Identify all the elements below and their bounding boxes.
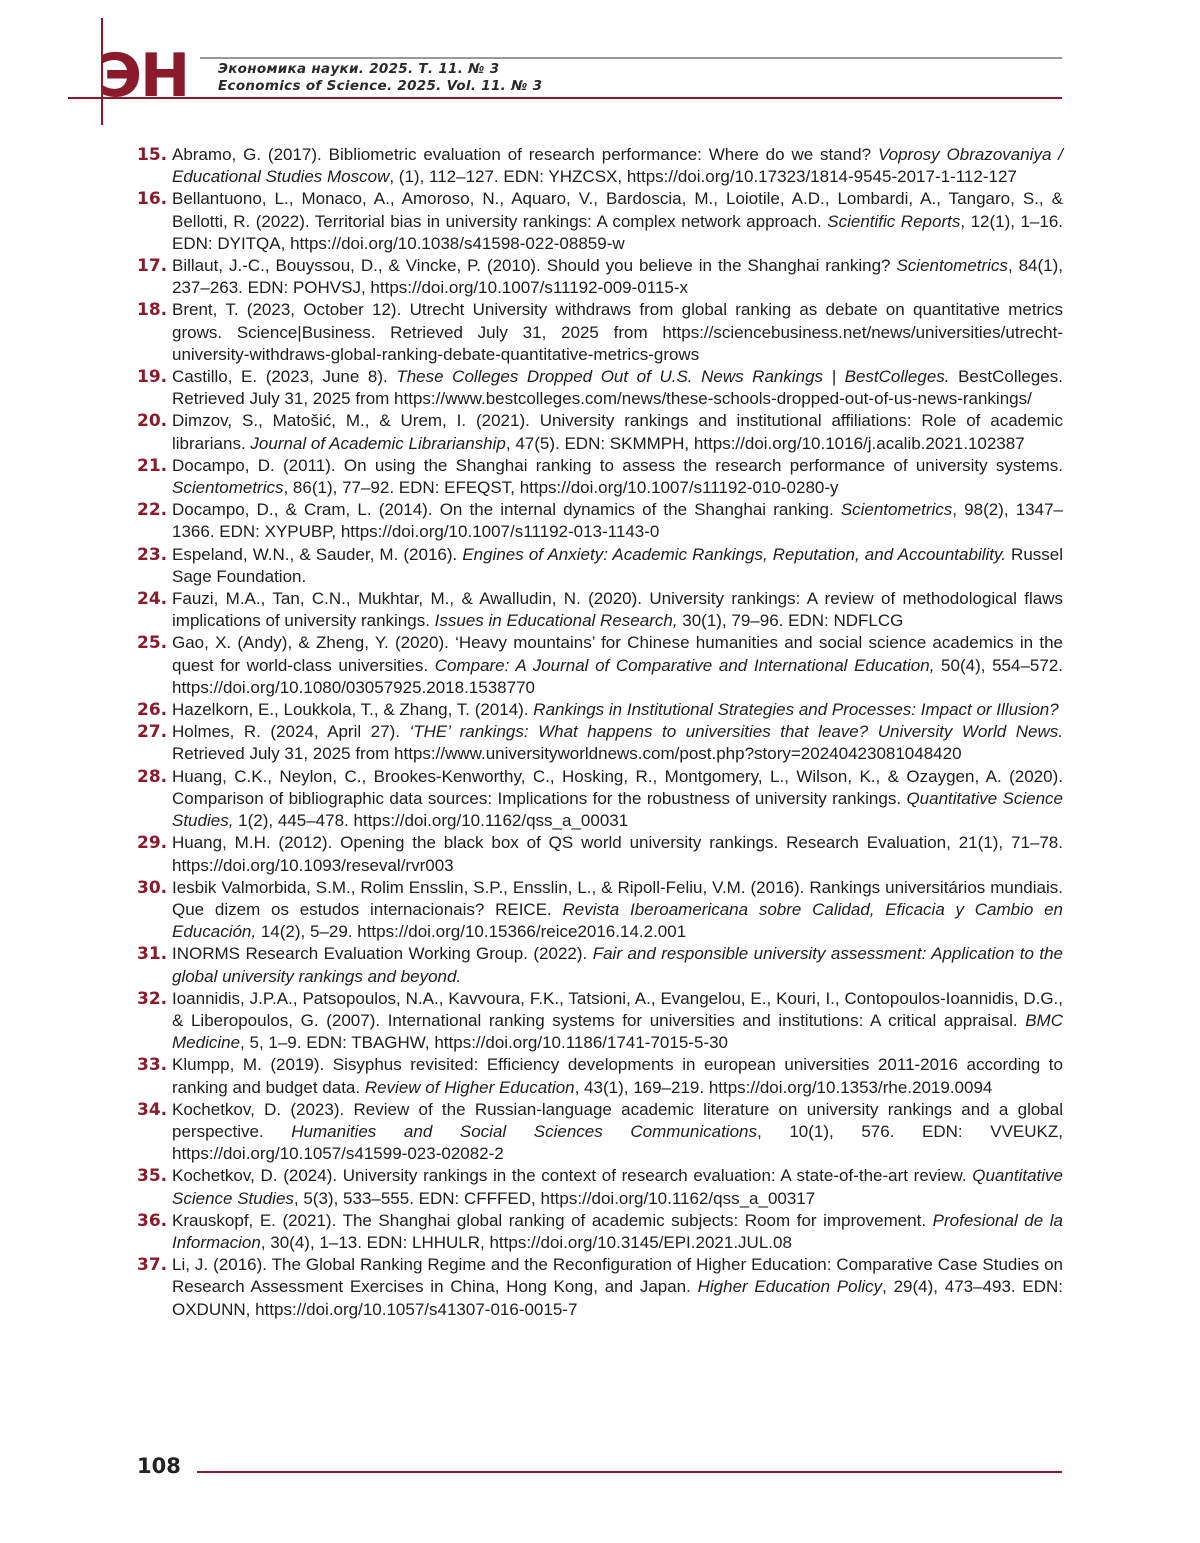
- reference-number: 36.: [137, 1210, 168, 1231]
- reference-item: [137, 1210, 1063, 1254]
- reference-text: Castillo, E. (2023, June 8).: [172, 367, 397, 387]
- reference-number: 23.: [137, 544, 168, 565]
- reference-text: Dimzov, S., Matošić, M., & Urem, I. (2021). University rankings and institutional affiliations: Role of academic librarians.: [172, 411, 1063, 453]
- reference-details: , 12(1), 1–16. EDN: DYITQA, https://doi.org/10.1038/s41598-022-08859-w: [172, 211, 1064, 253]
- reference-details: , 5(3), 533–555. EDN: CFFFED, https://doi.org/10.1162/qss_a_00317: [293, 1188, 816, 1208]
- reference-text: Iesbik Valmorbida, S.M., Rolim Ensslin, S.P., Ensslin, L., & Ripoll-Feliu, V.M. (2016). Rankings universitários mundiais. Que dizem os estudos internacionais? REICE.: [172, 877, 1063, 919]
- reference-number: 17.: [137, 256, 168, 277]
- reference-source-title: ‘THE’ rankings: What happens to universities that leave? University World News.: [409, 722, 1063, 742]
- reference-source-title: BMC Medicine: [172, 1010, 1063, 1053]
- journal-logo: ЭН: [98, 41, 189, 111]
- reference-item: [137, 255, 1063, 299]
- reference-details: , (1), 112–127. EDN: YHZCSX, https://doi.org/10.17323/1814-9545-2017-1-112-127: [389, 167, 1017, 187]
- reference-source-title: Revista Iberoamericana sobre Calidad, Eficacia y Cambio en Educación,: [172, 899, 1064, 942]
- reference-text: Brent, T. (2023, October 12). Utrecht University withdraws from global ranking as debate on quantitative metrics grows. Science|Business. Retrieved July 31, 2025 from https://sciencebusiness.net/news/universities/utrecht-university-withdraws-global-ranking-debate-quantitative-metrics-grows: [172, 300, 1063, 364]
- reference-details: , 10(1), 576. EDN: VVEUKZ, https://doi.org/10.1057/s41599-023-02082-2: [172, 1121, 1063, 1164]
- reference-source-title: Humanities and Social Sciences Communications: [291, 1121, 757, 1141]
- reference-details: , 30(4), 1–13. EDN: LHHULR, https://doi.org/10.3145/EPI.2021.JUL.08: [260, 1232, 792, 1252]
- reference-item: [137, 632, 1063, 699]
- reference-details: 50(4), 554–572. https://doi.org/10.1080/03057925.2018.1538770: [172, 655, 1063, 697]
- reference-number: 18.: [137, 300, 168, 321]
- reference-item: [137, 499, 1063, 543]
- reference-item: [137, 699, 1063, 721]
- reference-details: , 47(5). EDN: SKMMPH, https://doi.org/10.1016/j.acalib.2021.102387: [505, 433, 1025, 453]
- reference-text: Fauzi, M.A., Tan, C.N., Mukhtar, M., & Awalludin, N. (2020). University rankings: A review of methodological flaws implications of university rankings.: [172, 589, 1063, 631]
- journal-title-ru: Экономика науки. 2025. Т. 11. № 3: [218, 61, 500, 77]
- reference-item: [137, 1165, 1063, 1209]
- reference-number: 30.: [137, 877, 168, 898]
- reference-item: [137, 588, 1063, 632]
- reference-source-title: Scientometrics: [840, 500, 953, 520]
- reference-number: 16.: [137, 189, 168, 210]
- reference-text: Billaut, J.-C., Bouyssou, D., & Vincke, P. (2010). Should you believe in the Shanghai ranking?: [172, 256, 897, 276]
- reference-details: 14(2), 5–29. https://doi.org/10.15366/reice2016.14.2.001: [256, 922, 687, 942]
- reference-text: Kochetkov, D. (2024). University rankings in the context of research evaluation: A state-of-the-art review.: [172, 1166, 973, 1186]
- reference-number: 15.: [137, 145, 168, 165]
- reference-number: 35.: [137, 1166, 168, 1187]
- reference-number: 34.: [137, 1099, 168, 1120]
- reference-item: [137, 299, 1063, 366]
- reference-number: 31.: [137, 944, 168, 965]
- reference-item: [137, 943, 1063, 987]
- journal-title-en: Economics of Science. 2025. Vol. 11. № 3: [218, 78, 543, 94]
- reference-item: [137, 721, 1063, 765]
- reference-item: [137, 188, 1063, 255]
- reference-source-title: Compare: A Journal of Comparative and International Education,: [434, 655, 935, 675]
- reference-item: [137, 832, 1063, 876]
- reference-text: Ioannidis, J.P.A., Patsopoulos, N.A., Kavvoura, F.K., Tatsioni, A., Evangelou, E., Kouri, I., Contopoulos-Ioannidis, D.G., & Liberopoulos, G. (2007). International ranking systems for universities and institutions: A critical appraisal.: [172, 988, 1063, 1030]
- reference-item: [137, 1099, 1063, 1166]
- reference-number: 21.: [137, 455, 168, 476]
- reference-item: [137, 877, 1063, 944]
- header-bottom-rule: [68, 97, 1062, 99]
- reference-number: 28.: [137, 766, 168, 787]
- reference-source-title: These Colleges Dropped Out of U.S. News Rankings | BestColleges.: [396, 367, 950, 387]
- reference-text: Docampo, D., & Cram, L. (2014). On the internal dynamics of the Shanghai ranking.: [172, 500, 841, 520]
- reference-source-title: Quantitative Science Studies: [172, 1166, 1063, 1208]
- reference-text: Bellantuono, L., Monaco, A., Amoroso, N., Aquaro, V., Bardoscia, M., Loiotile, A.D., Lombardi, A., Tangaro, S., & Bellotti, R. (2022). Territorial bias in university rankings: A complex network approach.: [172, 189, 1063, 231]
- reference-number: 20.: [137, 411, 168, 432]
- reference-source-title: Scientometrics: [896, 256, 1008, 276]
- reference-details: Russel Sage Foundation.: [172, 544, 1064, 586]
- reference-source-title: Review of Higher Education: [364, 1077, 575, 1097]
- reference-details: , 84(1), 237–263. EDN: POHVSJ, https://doi.org/10.1007/s11192-009-0115-x: [172, 256, 1064, 298]
- reference-text: Huang, M.H. (2012). Opening the black box of QS world university rankings. Research Evaluation, 21(1), 71–78. https://doi.org/10.1093/reseval/rvr003: [172, 833, 1063, 875]
- reference-text: Holmes, R. (2024, April 27).: [172, 722, 410, 742]
- reference-list: [137, 144, 1063, 1321]
- reference-text: Docampo, D. (2011). On using the Shanghai ranking to assess the research performance of university systems.: [172, 455, 1063, 475]
- reference-item: [137, 410, 1063, 454]
- reference-item: [137, 1254, 1063, 1321]
- reference-text: Kochetkov, D. (2023). Review of the Russian-language academic literature on university rankings and a global perspective.: [172, 1099, 1063, 1141]
- reference-text: Hazelkorn, E., Loukkola, T., & Zhang, T. (2014).: [172, 700, 534, 720]
- reference-number: 32.: [137, 988, 168, 1009]
- reference-details: , 43(1), 169–219. https://doi.org/10.1353/rhe.2019.0094: [574, 1077, 993, 1097]
- reference-source-title: Scientometrics: [172, 478, 284, 498]
- reference-number: 33.: [137, 1055, 168, 1076]
- reference-item: [137, 455, 1063, 499]
- reference-item: [137, 144, 1063, 188]
- reference-details: , 86(1), 77–92. EDN: EFEQST, https://doi.org/10.1007/s11192-010-0280-y: [283, 478, 839, 498]
- reference-details: 30(1), 79–96. EDN: NDFLCG: [677, 611, 904, 631]
- reference-text: Abramo, G. (2017). Bibliometric evaluation of research performance: Where do we stand?: [172, 145, 878, 164]
- reference-number: 19.: [137, 367, 168, 388]
- reference-source-title: Engines of Anxiety: Academic Rankings, Reputation, and Accountability.: [462, 544, 1006, 564]
- reference-source-title: Rankings in Institutional Strategies and Processes: Impact or Illusion?: [533, 700, 1059, 720]
- reference-source-title: Issues in Educational Research,: [434, 611, 678, 631]
- reference-item: [137, 366, 1063, 410]
- reference-number: 27.: [137, 722, 168, 743]
- reference-details: , 29(4), 473–493. EDN: OXDUNN, https://doi.org/10.1057/s41307-016-0015-7: [172, 1277, 1064, 1319]
- reference-text: Klumpp, M. (2019). Sisyphus revisited: Efficiency developments in european universities 2011-2016 according to ranking and budget data.: [172, 1055, 1063, 1097]
- reference-item: [137, 766, 1063, 833]
- reference-details: , 98(2), 1347–1366. EDN: XYPUBP, https://doi.org/10.1007/s11192-013-1143-0: [172, 500, 1063, 542]
- reference-number: 24.: [137, 589, 168, 610]
- footer-rule: [197, 1471, 1062, 1473]
- reference-number: 26.: [137, 700, 168, 721]
- reference-number: 37.: [137, 1255, 168, 1276]
- reference-text: Espeland, W.N., & Sauder, M. (2016).: [172, 544, 463, 564]
- reference-text: Krauskopf, E. (2021). The Shanghai global ranking of academic subjects: Room for improvement.: [172, 1210, 933, 1230]
- reference-details: , 5, 1–9. EDN: TBAGHW, https://doi.org/10.1186/1741-7015-5-30: [240, 1033, 728, 1053]
- reference-source-title: Higher Education Policy: [697, 1277, 883, 1297]
- reference-number: 29.: [137, 833, 168, 854]
- reference-item: [137, 544, 1063, 588]
- reference-number: 25.: [137, 633, 168, 654]
- reference-number: 22.: [137, 500, 168, 521]
- reference-source-title: Profesional de la Informacion: [172, 1210, 1063, 1252]
- reference-source-title: Quantitative Science Studies,: [172, 788, 1064, 831]
- reference-item: [137, 988, 1063, 1055]
- reference-text: INORMS Research Evaluation Working Group. (2022).: [172, 944, 593, 964]
- reference-source-title: Scientific Reports: [827, 211, 961, 231]
- reference-item: [137, 1054, 1063, 1098]
- reference-details: 1(2), 445–478. https://doi.org/10.1162/qss_a_00031: [233, 811, 629, 831]
- reference-text: Gao, X. (Andy), & Zheng, Y. (2020). ‘Heavy mountains’ for Chinese humanities and social science academics in the quest for world-class universities.: [172, 633, 1063, 675]
- reference-source-title: Voprosy Obrazovaniya / Educational Studies Moscow: [172, 145, 1063, 187]
- reference-text: Li, J. (2016). The Global Ranking Regime and the Reconfiguration of Higher Education: Comparative Case Studies on Research Assessment Exercises in China, Hong Kong, and Japan.: [172, 1255, 1063, 1297]
- reference-text: Huang, C.K., Neylon, C., Brookes-Kenworthy, C., Hosking, R., Montgomery, L., Wilson, K., & Ozaygen, A. (2020). Comparison of bibliographic data sources: Implications for the robustness of university rankings.: [172, 766, 1063, 808]
- header-top-rule: [200, 57, 1062, 59]
- page-number: 108: [137, 1454, 181, 1478]
- journal-info: [218, 61, 542, 95]
- reference-details: Retrieved July 31, 2025 from https://www.universityworldnews.com/post.php?story=20240423081048420: [172, 744, 962, 764]
- reference-details: BestColleges. Retrieved July 31, 2025 from https://www.bestcolleges.com/news/these-schools-dropped-out-of-us-news-rankings/: [172, 367, 1063, 409]
- reference-source-title: Journal of Academic Librarianship: [250, 433, 506, 453]
- reference-source-title: Fair and responsible university assessment: Application to the global university rankings and beyond.: [172, 944, 1064, 986]
